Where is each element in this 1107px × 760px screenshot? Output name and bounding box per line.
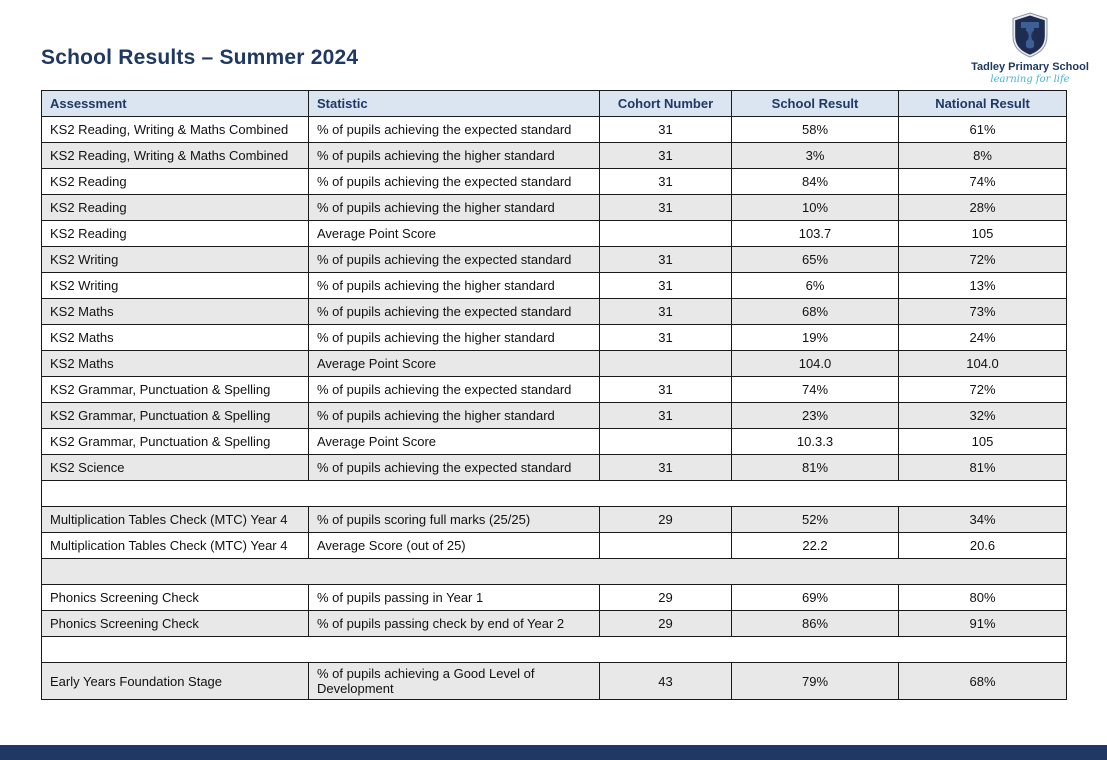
- assessment-cell: KS2 Maths: [42, 351, 309, 377]
- statistic-cell: % of pupils achieving the higher standard: [309, 195, 600, 221]
- cohort-number-cell: 31: [600, 299, 732, 325]
- national-result-cell: 68%: [899, 663, 1067, 700]
- cohort-number-cell: 43: [600, 663, 732, 700]
- school-result-cell: 65%: [732, 247, 899, 273]
- cohort-number-cell: 31: [600, 403, 732, 429]
- statistic-cell: Average Point Score: [309, 351, 600, 377]
- national-result-cell: 61%: [899, 117, 1067, 143]
- school-result-cell: 103.7: [732, 221, 899, 247]
- school-result-cell: 23%: [732, 403, 899, 429]
- results-table: [41, 90, 1067, 700]
- cohort-number-cell: 31: [600, 117, 732, 143]
- statistic-cell: % of pupils achieving a Good Level of Development: [309, 663, 600, 700]
- statistic-cell: Average Point Score: [309, 429, 600, 455]
- national-result-cell: 105: [899, 221, 1067, 247]
- school-logo: [952, 12, 1107, 85]
- table-row: [42, 325, 1067, 351]
- table-row: [42, 533, 1067, 559]
- assessment-cell: KS2 Reading, Writing & Maths Combined: [42, 143, 309, 169]
- school-result-cell: 6%: [732, 273, 899, 299]
- school-result-cell: 58%: [732, 117, 899, 143]
- national-result-cell: 28%: [899, 195, 1067, 221]
- assessment-cell: Phonics Screening Check: [42, 585, 309, 611]
- cohort-number-cell: 29: [600, 507, 732, 533]
- national-result-cell: 80%: [899, 585, 1067, 611]
- cohort-number-cell: 29: [600, 585, 732, 611]
- statistic-cell: % of pupils achieving the higher standard: [309, 325, 600, 351]
- national-result-cell: 73%: [899, 299, 1067, 325]
- cohort-number-cell: 31: [600, 247, 732, 273]
- cohort-number-cell: 31: [600, 273, 732, 299]
- school-result-cell: 52%: [732, 507, 899, 533]
- statistic-cell: % of pupils passing check by end of Year 2: [309, 611, 600, 637]
- table-row: [42, 117, 1067, 143]
- national-result-cell: 72%: [899, 377, 1067, 403]
- statistic-cell: % of pupils achieving the expected standard: [309, 377, 600, 403]
- cohort-number-cell: 31: [600, 143, 732, 169]
- school-result-cell: 84%: [732, 169, 899, 195]
- statistic-cell: % of pupils achieving the expected standard: [309, 247, 600, 273]
- table-row: [42, 455, 1067, 481]
- school-tagline: learning for life: [990, 74, 1070, 85]
- table-row: [42, 377, 1067, 403]
- national-result-cell: 91%: [899, 611, 1067, 637]
- cohort-number-cell: [600, 533, 732, 559]
- assessment-cell: KS2 Grammar, Punctuation & Spelling: [42, 377, 309, 403]
- national-result-cell: 20.6: [899, 533, 1067, 559]
- school-result-cell: 10.3.3: [732, 429, 899, 455]
- shield-logo-icon: [1010, 12, 1050, 58]
- table-row: [42, 143, 1067, 169]
- statistic-cell: % of pupils achieving the higher standard: [309, 273, 600, 299]
- national-result-cell: 72%: [899, 247, 1067, 273]
- school-result-cell: 10%: [732, 195, 899, 221]
- cohort-number-cell: 31: [600, 377, 732, 403]
- column-header-assessment: Assessment: [42, 91, 309, 117]
- table-row: [42, 221, 1067, 247]
- table-row: [42, 273, 1067, 299]
- cohort-number-cell: [600, 351, 732, 377]
- column-header-national-result: National Result: [899, 91, 1067, 117]
- statistic-cell: % of pupils achieving the expected standard: [309, 117, 600, 143]
- assessment-cell: KS2 Reading: [42, 195, 309, 221]
- statistic-cell: % of pupils passing in Year 1: [309, 585, 600, 611]
- assessment-cell: KS2 Grammar, Punctuation & Spelling: [42, 429, 309, 455]
- spacer-cell: [42, 637, 1067, 663]
- national-result-cell: 34%: [899, 507, 1067, 533]
- table-row: [42, 195, 1067, 221]
- statistic-cell: Average Point Score: [309, 221, 600, 247]
- assessment-cell: KS2 Reading: [42, 221, 309, 247]
- table-row: [42, 299, 1067, 325]
- column-header-school-result: School Result: [732, 91, 899, 117]
- assessment-cell: KS2 Writing: [42, 247, 309, 273]
- spacer-cell: [42, 559, 1067, 585]
- table-row: [42, 611, 1067, 637]
- school-result-cell: 3%: [732, 143, 899, 169]
- school-result-cell: 19%: [732, 325, 899, 351]
- spacer-row: [42, 559, 1067, 585]
- cohort-number-cell: 31: [600, 455, 732, 481]
- assessment-cell: Early Years Foundation Stage: [42, 663, 309, 700]
- assessment-cell: KS2 Maths: [42, 299, 309, 325]
- page-title: School Results – Summer 2024: [41, 46, 359, 69]
- school-result-cell: 81%: [732, 455, 899, 481]
- national-result-cell: 24%: [899, 325, 1067, 351]
- column-header-statistic: Statistic: [309, 91, 600, 117]
- assessment-cell: Phonics Screening Check: [42, 611, 309, 637]
- statistic-cell: % of pupils achieving the higher standard: [309, 403, 600, 429]
- cohort-number-cell: 31: [600, 195, 732, 221]
- national-result-cell: 32%: [899, 403, 1067, 429]
- cohort-number-cell: 31: [600, 325, 732, 351]
- assessment-cell: KS2 Maths: [42, 325, 309, 351]
- assessment-cell: KS2 Writing: [42, 273, 309, 299]
- statistic-cell: % of pupils achieving the expected standard: [309, 455, 600, 481]
- national-result-cell: 8%: [899, 143, 1067, 169]
- national-result-cell: 105: [899, 429, 1067, 455]
- national-result-cell: 13%: [899, 273, 1067, 299]
- assessment-cell: KS2 Reading, Writing & Maths Combined: [42, 117, 309, 143]
- table-row: [42, 351, 1067, 377]
- footer-bar: [0, 745, 1107, 760]
- assessment-cell: KS2 Grammar, Punctuation & Spelling: [42, 403, 309, 429]
- cohort-number-cell: 31: [600, 169, 732, 195]
- table-row: [42, 169, 1067, 195]
- table-row: [42, 663, 1067, 700]
- school-result-cell: 69%: [732, 585, 899, 611]
- table-row: [42, 403, 1067, 429]
- school-result-cell: 104.0: [732, 351, 899, 377]
- table-row: [42, 507, 1067, 533]
- statistic-cell: % of pupils achieving the expected standard: [309, 169, 600, 195]
- table-row: [42, 585, 1067, 611]
- cohort-number-cell: [600, 221, 732, 247]
- table-row: [42, 247, 1067, 273]
- cohort-number-cell: 29: [600, 611, 732, 637]
- cohort-number-cell: [600, 429, 732, 455]
- national-result-cell: 104.0: [899, 351, 1067, 377]
- statistic-cell: % of pupils scoring full marks (25/25): [309, 507, 600, 533]
- spacer-row: [42, 637, 1067, 663]
- statistic-cell: Average Score (out of 25): [309, 533, 600, 559]
- column-header-cohort-number: Cohort Number: [600, 91, 732, 117]
- table-row: [42, 429, 1067, 455]
- spacer-row: [42, 481, 1067, 507]
- school-result-cell: 22.2: [732, 533, 899, 559]
- assessment-cell: KS2 Science: [42, 455, 309, 481]
- national-result-cell: 81%: [899, 455, 1067, 481]
- school-result-cell: 79%: [732, 663, 899, 700]
- assessment-cell: Multiplication Tables Check (MTC) Year 4: [42, 533, 309, 559]
- school-result-cell: 68%: [732, 299, 899, 325]
- school-result-cell: 74%: [732, 377, 899, 403]
- statistic-cell: % of pupils achieving the higher standard: [309, 143, 600, 169]
- national-result-cell: 74%: [899, 169, 1067, 195]
- school-name: Tadley Primary School: [971, 61, 1089, 73]
- school-result-cell: 86%: [732, 611, 899, 637]
- assessment-cell: Multiplication Tables Check (MTC) Year 4: [42, 507, 309, 533]
- assessment-cell: KS2 Reading: [42, 169, 309, 195]
- table-header-row: [42, 91, 1067, 117]
- statistic-cell: % of pupils achieving the expected standard: [309, 299, 600, 325]
- spacer-cell: [42, 481, 1067, 507]
